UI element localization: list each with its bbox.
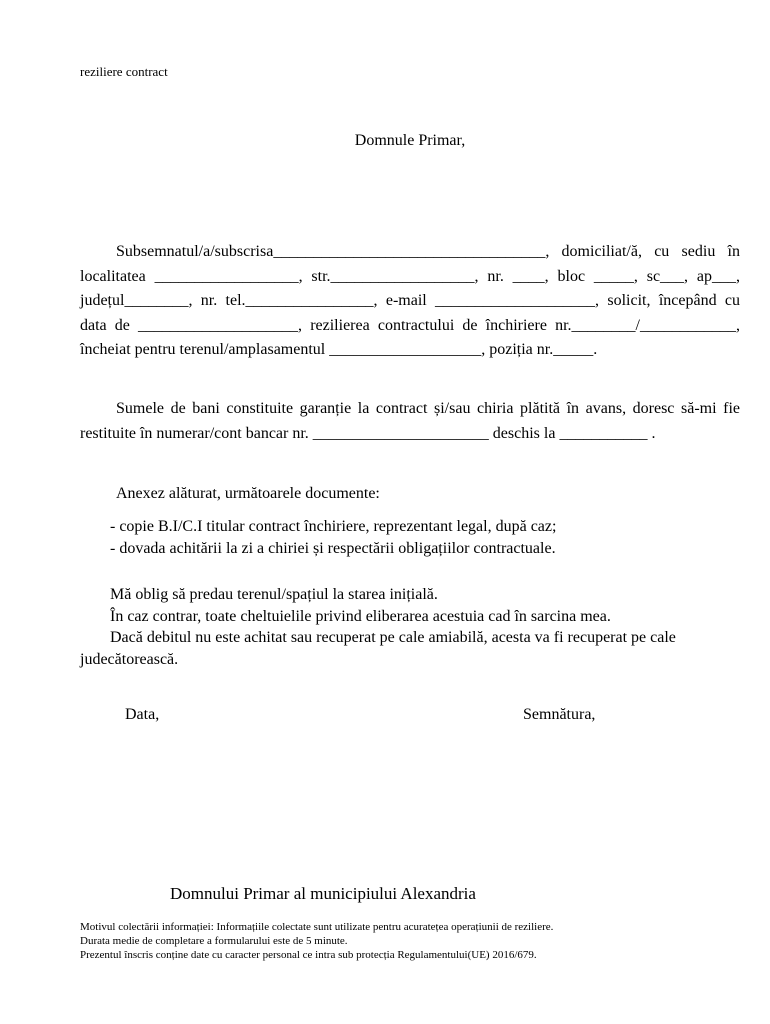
- identity-paragraph: Subsemnatul/a/subscrisa__________________________________, domiciliat/ă, cu sediu în localitatea __________________, str.__________________, nr. ____, bloc _____, sc___, ap___, județul________, nr. tel.________________, e-mail ____________________, solicit, începând cu data de ____________________, rezilierea contractului de închiriere nr.________/____________, încheiat pentru terenul/amplasamentul ___________________, poziția nr._____.: [80, 243, 740, 358]
- list-item: - dovada achitării la zi a chiriei și respectării obligațiilor contractuale.: [110, 540, 556, 557]
- footnote-line: Durata medie de completare a formularului este de 5 minute.: [80, 935, 348, 947]
- footnote-line: Motivul colectării informației: Informațiile colectate sunt utilizate pentru acuratețea operațiunii de reziliere.: [80, 921, 554, 933]
- footnotes: [80, 920, 553, 962]
- date-label: Data,: [125, 706, 160, 723]
- document-header-label: reziliere contract: [80, 64, 168, 79]
- obligation-line: judecătorească.: [80, 650, 179, 668]
- obligations-block: [80, 584, 750, 670]
- addressee: Domnului Primar al municipiului Alexandria: [170, 884, 476, 903]
- signature-label: Semnătura,: [523, 706, 596, 723]
- obligation-line: Dacă debitul nu este achitat sau recuperat pe cale amiabilă, acesta va fi recuperat pe cale: [110, 629, 676, 646]
- salutation: Domnule Primar,: [354, 132, 466, 149]
- documents-list: [110, 516, 556, 560]
- list-item: - copie B.I/C.I titular contract închiriere, reprezentant legal, după caz;: [110, 518, 557, 535]
- footnote-line: Prezentul înscris conține date cu caracter personal ce intra sub protecția Regulamentului(UE) 2016/679.: [80, 949, 537, 961]
- refund-paragraph: Sumele de bani constituite garanție la contract și/sau chiria plătită în avans, doresc să-mi fie restituite în numerar/cont bancar nr. ______________________ deschis la ___________ .: [80, 400, 740, 442]
- annex-intro: Anexez alăturat, următoarele documente:: [116, 485, 380, 502]
- obligation-line: Mă oblig să predau terenul/spațiul la starea inițială.: [110, 586, 438, 603]
- obligation-line: În caz contrar, toate cheltuielile privind eliberarea acestuia cad în sarcina mea.: [110, 607, 611, 625]
